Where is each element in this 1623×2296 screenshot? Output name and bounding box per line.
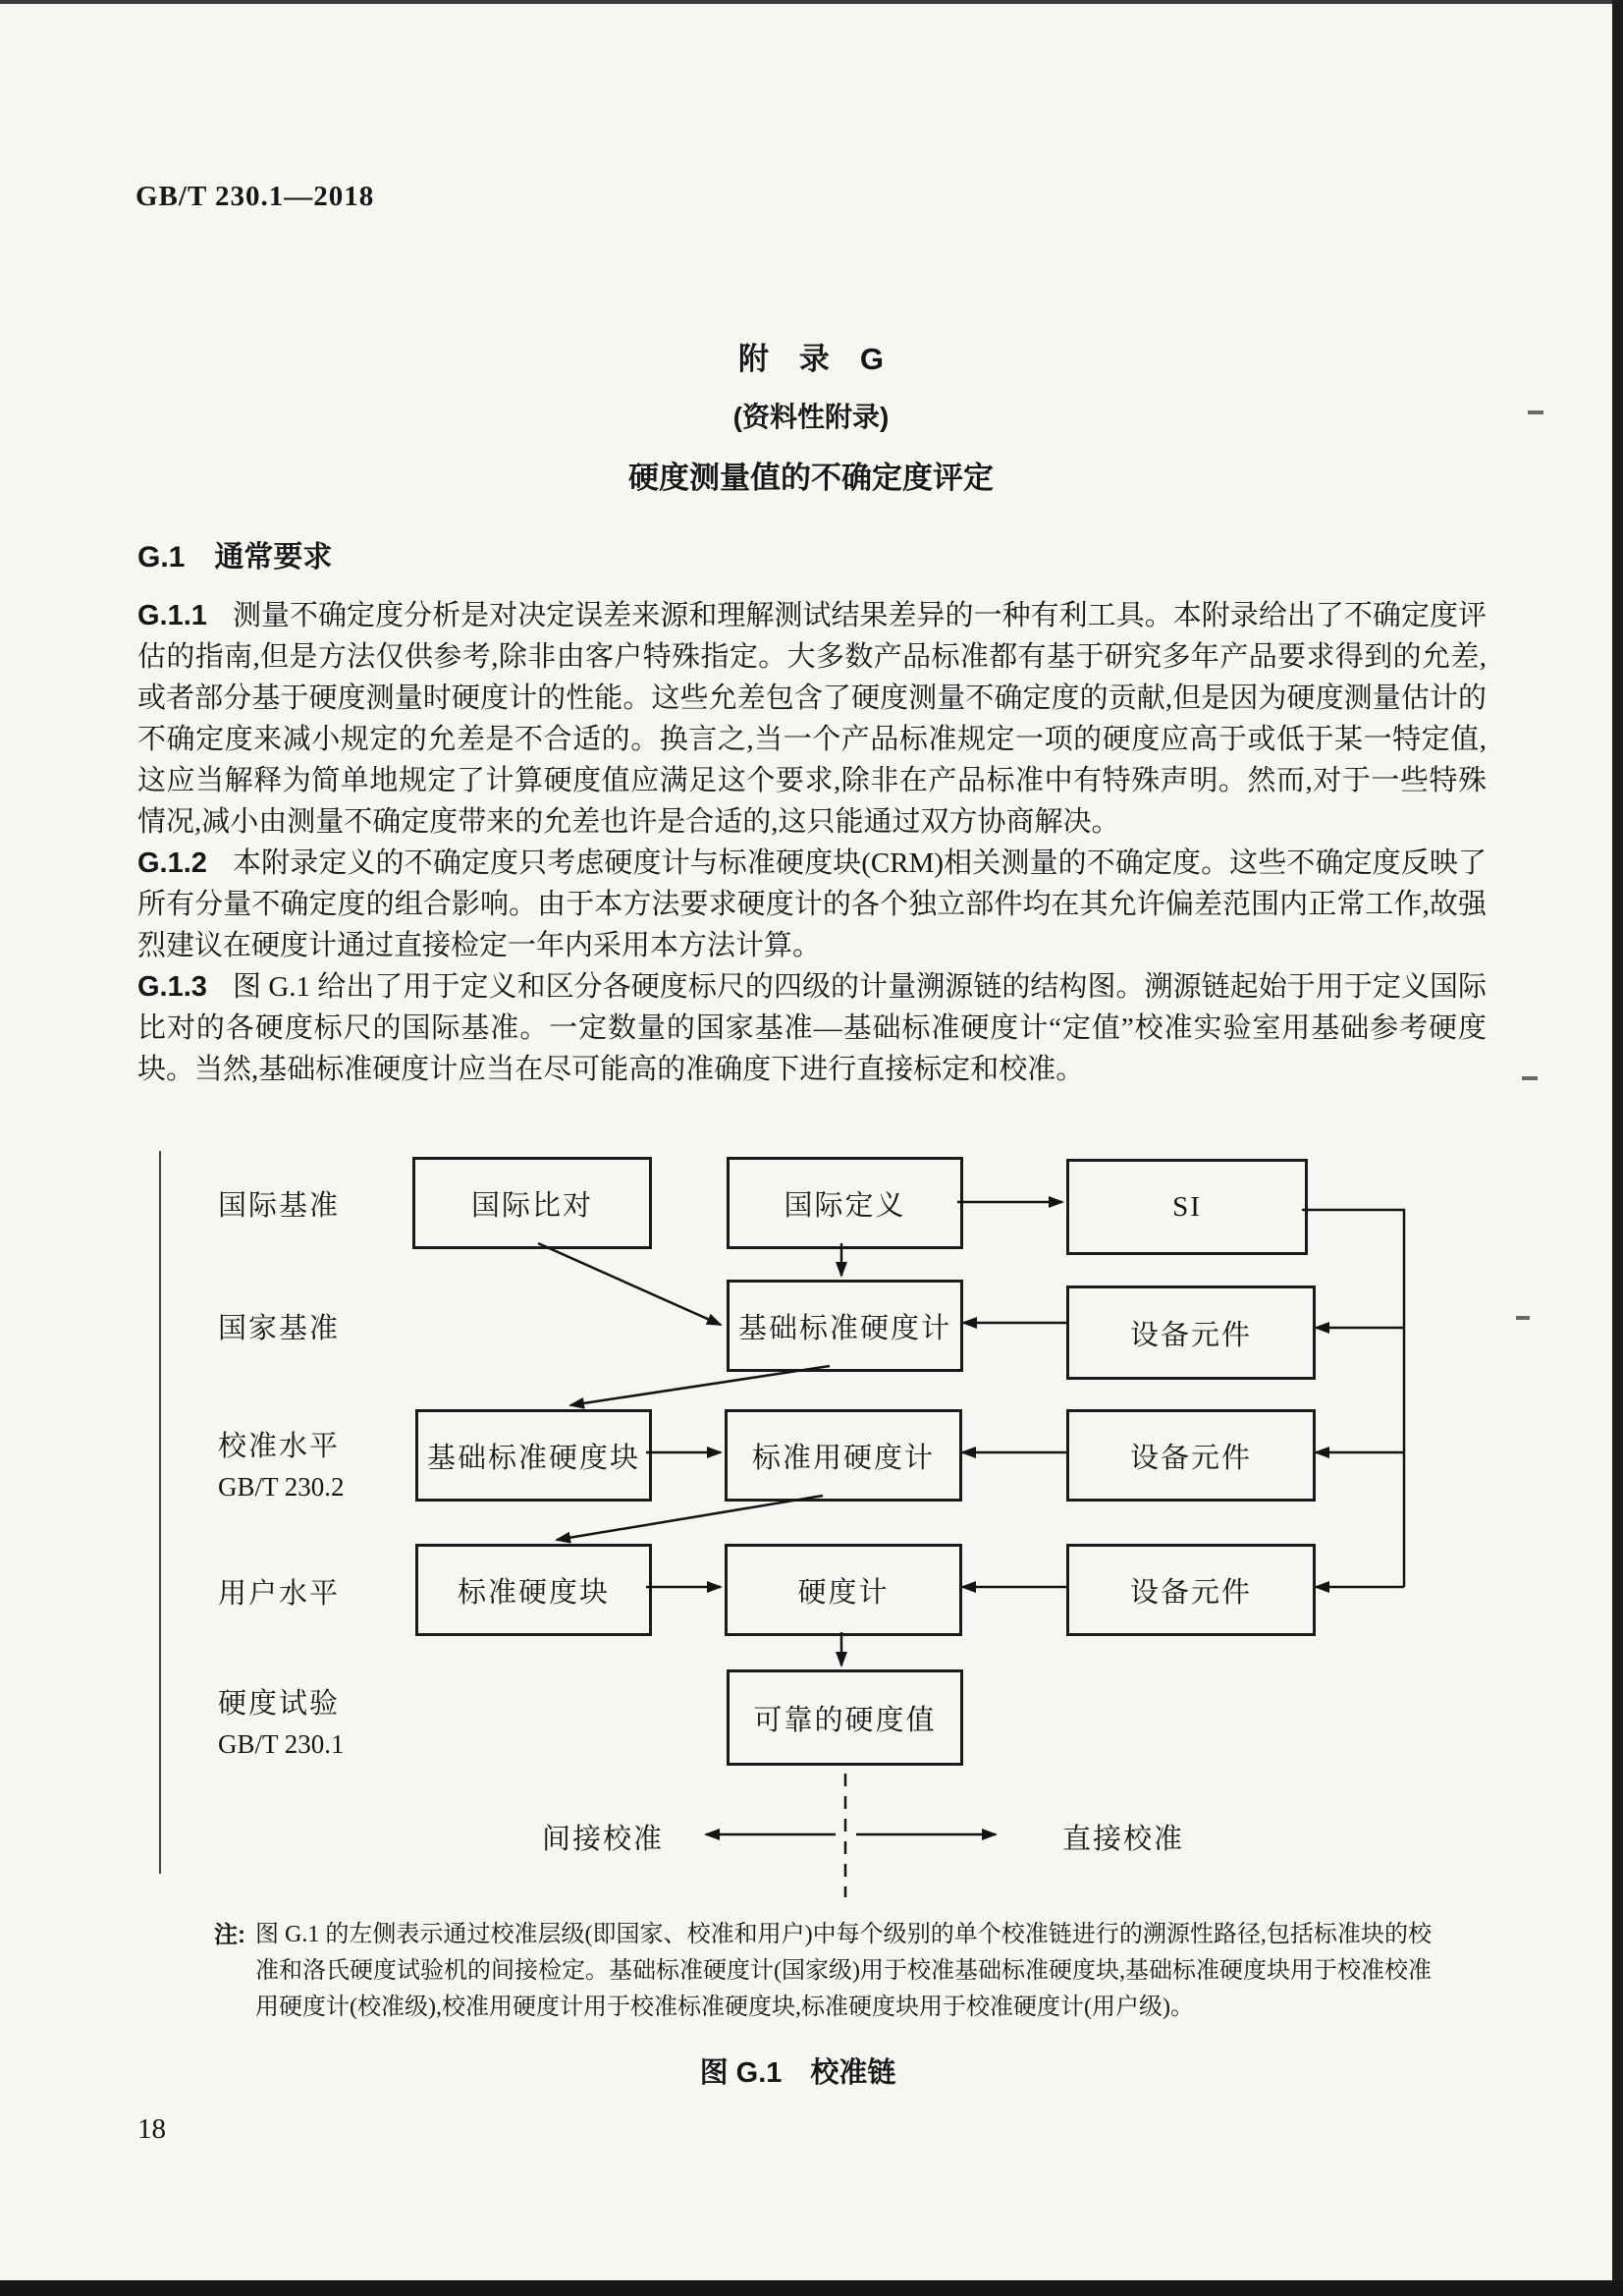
appendix-topic-title: 硬度测量值的不确定度评定	[628, 461, 994, 495]
level-sublabel-gbt2302: GB/T 230.2	[218, 1472, 345, 1502]
level-sublabel-gbt2301: GB/T 230.1	[218, 1729, 345, 1759]
box-equipment-elements-calibration: 设备元件	[1066, 1409, 1316, 1502]
figure-caption: 图 G.1 校准链	[699, 2057, 896, 2089]
scan-artifact	[1516, 1316, 1530, 1320]
appendix-title: 附 录 G	[737, 342, 885, 376]
level-label-calibration-text: 校准水平	[218, 1431, 341, 1462]
arrow-primary-machine-to-primary-block	[570, 1366, 830, 1405]
arrow-calibration-machine-to-standard-block	[557, 1496, 823, 1540]
note-text: 图 G.1 的左侧表示通过校准层级(即国家、校准和用户)中每个级别的单个校准链进行的溯源性路径,包括标准块的校准和洛氏硬度试验机的间接检定。基础标准硬度计(国家级)用于校准基础标准硬度块,基础标准硬度块用于校准校准用硬度计(校准级),校准用硬度计用于校准标准硬度块,标准硬度块用于校准硬度计(用户级)。	[255, 1922, 1432, 2020]
scan-edge-right	[1612, 0, 1623, 2296]
section-heading-g1: G.1 通常要求	[137, 541, 333, 574]
box-calibration-machine: 标准用硬度计	[725, 1409, 962, 1502]
level-label-international: 国际基准	[218, 1190, 341, 1222]
box-equipment-elements-national: 设备元件	[1066, 1285, 1316, 1380]
clause-number: G.1.2	[137, 847, 207, 879]
box-primary-hardness-block: 基础标准硬度块	[415, 1409, 652, 1502]
paragraph-g13	[137, 966, 1487, 1090]
level-label-hardness-test	[218, 1681, 345, 1760]
clause-text: 本附录定义的不确定度只考虑硬度计与标准硬度块(CRM)相关测量的不确定度。这些不确定度反映了所有分量不确定度的组合影响。由于本方法要求硬度计的各个独立部件均在其允许偏差范围内正常工作,故强烈建议在硬度计通过直接检定一年内采用本方法计算。	[137, 847, 1487, 961]
clause-text: 测量不确定度分析是对决定误差来源和理解测试结果差异的一种有利工具。本附录给出了不确定度评估的指南,但是方法仅供参考,除非由客户特殊指定。大多数产品标准都有基于研究多年产品要求得到的允差,或者部分基于硬度测量时硬度计的性能。这些允差包含了硬度测量不确定度的贡献,但是因为硬度测量估计的不确定度来减小规定的允差是不合适的。换言之,当一个产品标准规定一项的硬度应高于或低于某一特定值,这应当解释为简单地规定了计算硬度值应满足这个要求,除非在产品标准中有特殊声明。然而,对于一些特殊情况,减小由测量不确定度带来的允差也许是合适的,这只能通过双方协商解决。	[137, 600, 1487, 838]
level-label-hardness-test-text: 硬度试验	[218, 1688, 341, 1720]
paragraph-g11	[137, 595, 1487, 843]
clause-text: 图 G.1 给出了用于定义和区分各硬度标尺的四级的计量溯源链的结构图。溯源链起始于用于定义国际比对的各硬度标尺的国际基准。一定数量的国家基准—基础标准硬度计“定值”校准实验室用基础参考硬度块。当然,基础标准硬度计应当在尽可能高的准确度下进行直接标定和校准。	[137, 971, 1487, 1085]
clause-number: G.1.1	[137, 600, 207, 631]
box-reliable-hardness-value: 可靠的硬度值	[727, 1669, 963, 1766]
box-international-comparison: 国际比对	[412, 1157, 652, 1249]
label-direct-calibration: 直接校准	[1062, 1824, 1185, 1855]
clause-number: G.1.3	[137, 971, 207, 1003]
page-number: 18	[137, 2113, 166, 2145]
box-equipment-elements-user: 设备元件	[1066, 1544, 1316, 1636]
figure-note	[214, 1917, 1432, 2026]
note-label: 注:	[214, 1922, 245, 1948]
level-label-user: 用户水平	[218, 1578, 341, 1610]
label-indirect-calibration: 间接校准	[542, 1824, 665, 1855]
line-si-down-right-side	[1302, 1210, 1404, 1587]
box-primary-hardness-machine: 基础标准硬度计	[727, 1280, 963, 1372]
box-hardness-machine: 硬度计	[725, 1544, 962, 1636]
standard-number-header: GB/T 230.1—2018	[135, 181, 375, 212]
paragraph-g12	[137, 843, 1487, 966]
scan-artifact	[1528, 410, 1543, 414]
scan-artifact	[1522, 1076, 1538, 1080]
box-standard-hardness-block: 标准硬度块	[415, 1544, 652, 1636]
box-international-definition: 国际定义	[727, 1157, 963, 1249]
arrow-intl-comparison-to-primary-machine	[538, 1243, 721, 1325]
figure-left-rule	[159, 1151, 161, 1874]
level-label-national: 国家基准	[218, 1313, 341, 1344]
scan-edge-top	[0, 0, 1623, 4]
appendix-subtitle: (资料性附录)	[732, 402, 890, 432]
scan-edge-bottom	[0, 2280, 1623, 2296]
body-text	[137, 595, 1487, 1090]
level-label-calibration	[218, 1424, 345, 1503]
box-si: SI	[1066, 1159, 1308, 1255]
appendix-title-block	[137, 334, 1485, 497]
